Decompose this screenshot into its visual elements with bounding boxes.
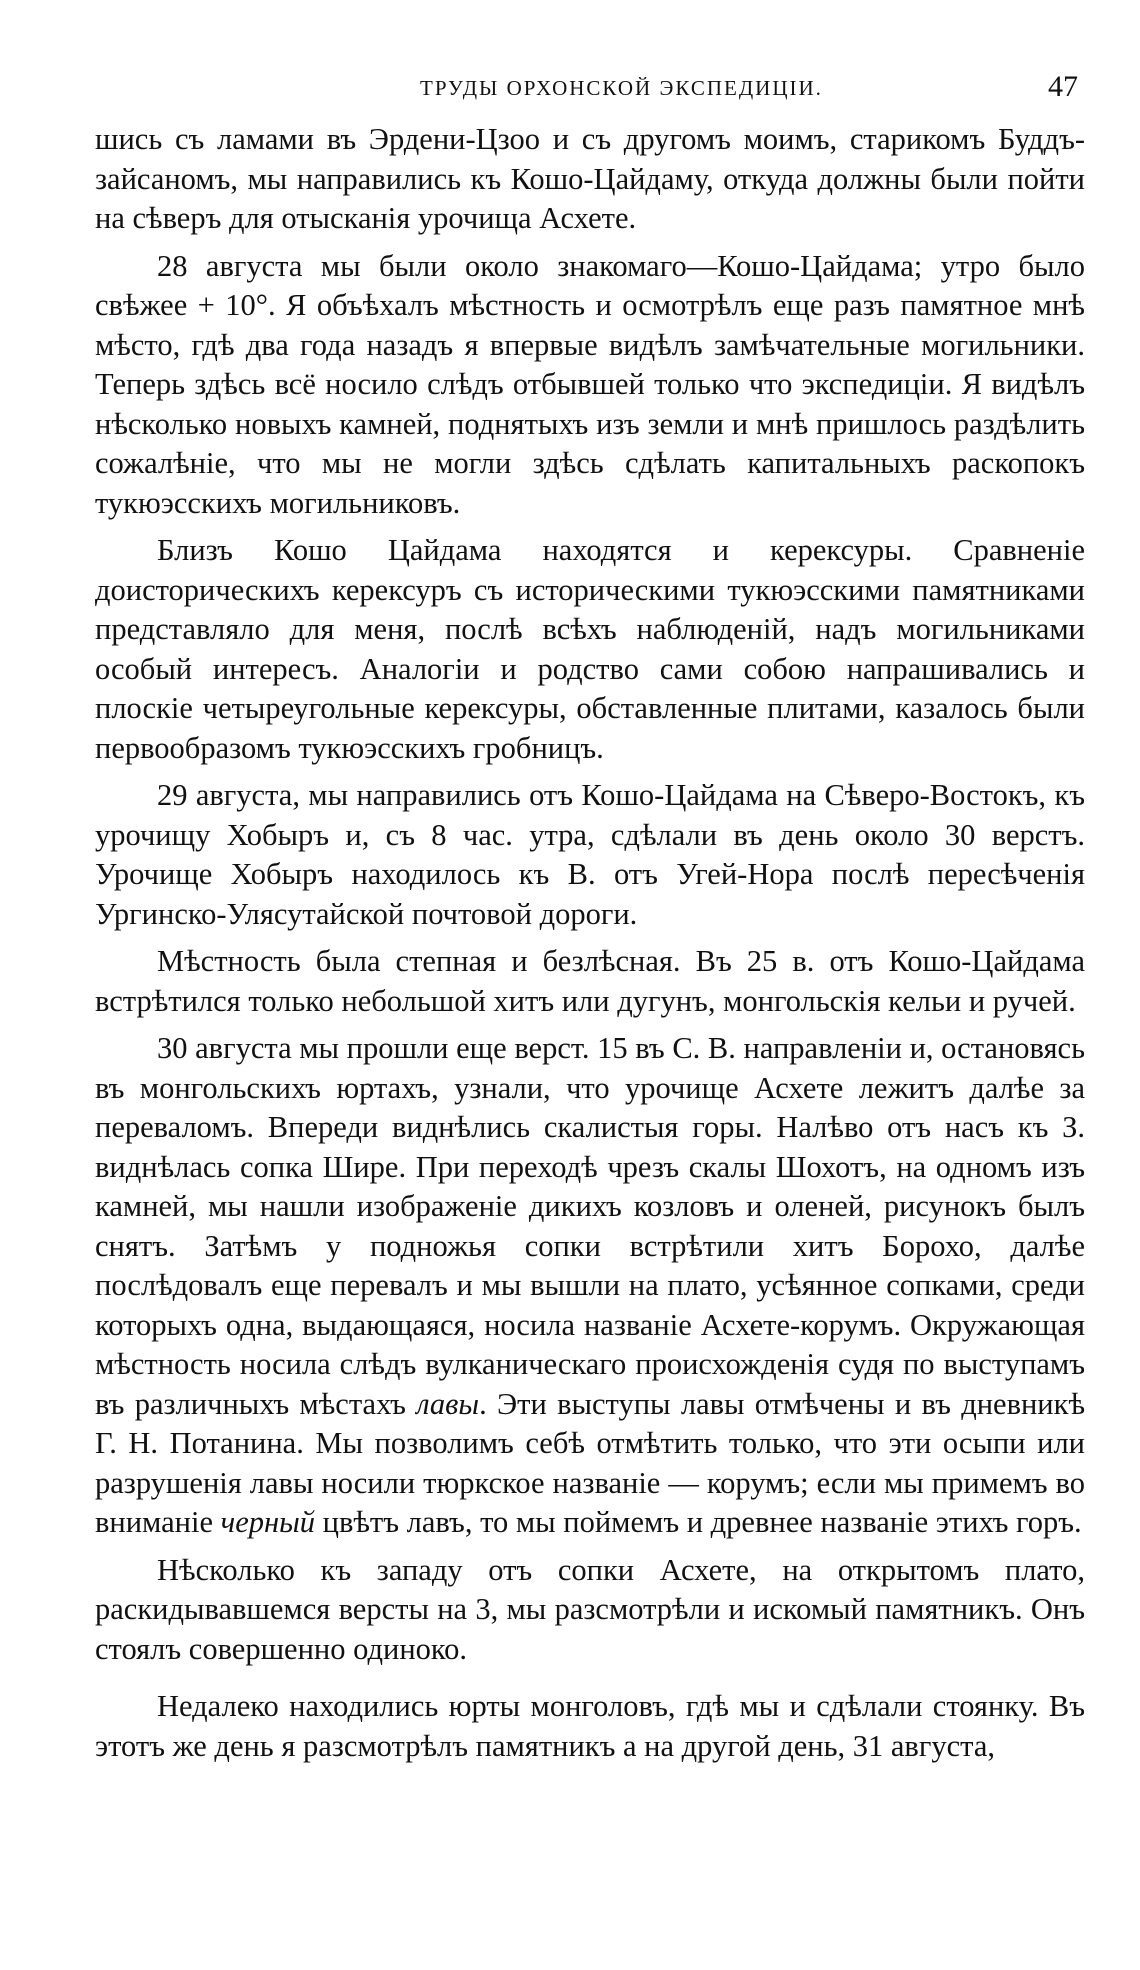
running-head xyxy=(0,70,1140,110)
page-number: 47 xyxy=(1048,70,1078,103)
paragraph-august-30 xyxy=(95,1029,1085,1543)
running-title: ТРУДЫ ОРХОНСКОЙ ЭКСПЕДИЦІИ. xyxy=(420,76,823,100)
italic-word-lavy: лавы xyxy=(416,1386,480,1421)
paragraph-yurts: Недалеко находились юрты монголовъ, гдѣ мы и сдѣлали стоянку. Въ этотъ же день я разсмотрѣлъ памятникъ а на другой день, 31 августа, xyxy=(95,1689,1085,1763)
italic-word-chernyi: черный xyxy=(220,1505,316,1539)
paragraph-monument: Нѣсколько къ западу отъ сопки Асхете, на открытомъ плато, раскидывавшемся версты на 3, мы разсмотрѣли и искомый памятникъ. Онъ стоялъ совершенно одиноко. xyxy=(95,1552,1085,1666)
text-run: цвѣтъ лавъ, то мы поймемъ и древнее названіе этихъ горъ. xyxy=(322,1505,1082,1539)
paragraph-continued: шись съ ламами въ Эрдени-Цзоо и съ другомъ моимъ, старикомъ Буддъ-зайсаномъ, мы направились къ Кошо-Цайдаму, откуда должны были пойти на сѣверъ для отысканія урочища Асхете. xyxy=(95,122,1085,235)
body-text xyxy=(95,120,1085,1774)
paragraph-august-29: 29 августа, мы направились отъ Кошо-Цайдама на Сѣверо-Востокъ, къ урочищу Хобыръ и, съ 8 час. утра, сдѣлали въ день около 30 верстъ. Урочище Хобыръ находилось къ В. отъ Угей-Нора послѣ пересѣченія Ургинско-Улясутайской почтовой дороги. xyxy=(95,778,1085,931)
text-run: 30 августа мы прошли еще верст. 15 въ С. В. направленіи и, остановясь въ монгольскихъ юртахъ, узнали, что урочище Асхете лежитъ далѣе за переваломъ. Впереди виднѣлись скалистыя горы. Налѣво отъ насъ къ З. виднѣлась сопка Шире. При переходѣ чрезъ скалы Шохотъ, на одномъ изъ камней, мы нашли изображеніе дикихъ козловъ и оленей, рисунокъ былъ снятъ. Затѣмъ у подножья сопки встрѣтили хитъ Борохо, далѣе послѣдовалъ еще перевалъ и мы вышли на плато, усѣянное сопками, среди которыхъ одна, выдающаяся, носила названіе Асхете-корумъ. Окружающая мѣстность носила слѣдъ вулканическаго происхожденія судя по выступамъ въ различныхъ мѣстахъ xyxy=(95,1031,1085,1421)
paragraph-terrain: Мѣстность была степная и безлѣсная. Въ 25 в. отъ Кошо-Цайдама встрѣтился только небольшой хитъ или дугунъ, монгольскія кельи и ручей. xyxy=(95,944,1085,1018)
text-run: . Эти выступы лавы отмѣчены и въ дневникѣ Г. Н. Потанина. Мы позволимъ себѣ отмѣтить только, что эти осыпи или разрушенія лавы носили тюркское названіе — корумъ; если мы примемъ во вниманіе xyxy=(95,1386,1086,1539)
paragraph-kereksury: Близъ Кошо Цайдама находятся и керексуры. Сравненіе доисторическихъ керексуръ съ историческими тукюэсскими памятниками представляло для меня, послѣ всѣхъ наблюденій, надъ могильниками особый интересъ. Аналогіи и родство сами собою напрашивались и плоскіе четыреугольные керексуры, обставленные плитами, казалось были первообразомъ тукюэсскихъ гробницъ. xyxy=(95,533,1085,765)
paragraph-august-28: 28 августа мы были около знакомаго—Кошо-Цайдама; утро было свѣжее + 10°. Я объѣхалъ мѣстность и осмотрѣлъ еще разъ памятное мнѣ мѣсто, гдѣ два года назадъ я впервые видѣлъ замѣчательные могильники. Теперь здѣсь всё носило слѣдъ отбывшей только что экспедиціи. Я видѣлъ нѣсколько новыхъ камней, поднятыхъ изъ земли и мнѣ пришлось раздѣлить сожалѣніе, что мы не могли здѣсь сдѣлать капитальныхъ раскопокъ тукюэсскихъ могильниковъ. xyxy=(95,248,1085,520)
